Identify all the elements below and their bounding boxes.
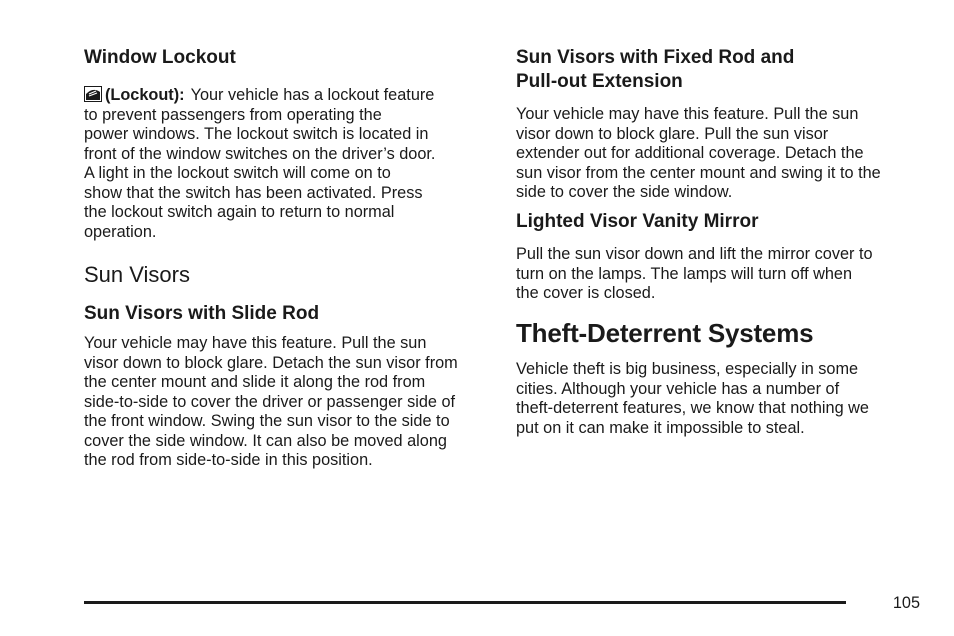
- paragraph-line: sun visor from the center mount and swing it to the: [516, 163, 881, 182]
- window-lockout-paragraph: [84, 86, 435, 242]
- slide-rod-heading: Sun Visors with Slide Rod: [84, 303, 320, 324]
- vanity-mirror-heading: Lighted Visor Vanity Mirror: [516, 211, 759, 232]
- paragraph-line: A light in the lockout switch will come on to: [84, 164, 391, 182]
- paragraph-line: power windows. The lockout switch is located in: [84, 125, 429, 143]
- paragraph-line: front of the window switches on the driver’s door.: [84, 144, 436, 163]
- paragraph-line: show that the switch has been activated. Press: [84, 183, 423, 202]
- paragraph-line: put on it can make it impossible to steal.: [516, 418, 805, 437]
- window-lockout-heading: Window Lockout: [84, 47, 236, 68]
- slide-rod-paragraph: [84, 334, 458, 471]
- lockout-switch-icon: [84, 86, 102, 102]
- paragraph-line: Your vehicle has a lockout feature: [190, 86, 435, 104]
- paragraph-line: the front window. Swing the sun visor to the side to: [84, 412, 450, 430]
- paragraph-line: Your vehicle may have this feature. Pull the sun: [516, 105, 859, 123]
- paragraph-line: the lockout switch again to return to normal: [84, 203, 395, 221]
- theft-deterrent-heading: Theft-Deterrent Systems: [516, 318, 814, 348]
- paragraph-line: operation.: [84, 222, 157, 241]
- fixed-rod-paragraph: [516, 105, 881, 203]
- paragraph-line: Vehicle theft is big business, especially in some: [516, 360, 859, 378]
- paragraph-line: the cover is closed.: [516, 284, 656, 302]
- lockout-term: (Lockout):: [105, 86, 185, 104]
- footer-rule: [84, 601, 846, 604]
- paragraph-line: theft-deterrent features, we know that nothing we: [516, 399, 869, 417]
- paragraph-line: turn on the lamps. The lamps will turn off when: [516, 264, 853, 283]
- theft-deterrent-paragraph: [516, 360, 869, 438]
- paragraph-line: side to cover the side window.: [516, 183, 733, 201]
- vanity-mirror-paragraph: [516, 245, 873, 304]
- paragraph-line: visor down to block glare. Detach the sun visor from: [84, 353, 458, 372]
- paragraph-line: Your vehicle may have this feature. Pull the sun: [84, 334, 427, 352]
- paragraph-line: extender out for additional coverage. Detach the: [516, 144, 864, 162]
- paragraph-line: the center mount and slide it along the rod from: [84, 373, 426, 391]
- paragraph-line: visor down to block glare. Pull the sun visor: [516, 124, 829, 143]
- sun-visors-heading: Sun Visors: [84, 262, 190, 287]
- paragraph-line: cities. Although your vehicle has a number of: [516, 379, 840, 398]
- paragraph-line: Pull the sun visor down and lift the mirror cover to: [516, 245, 873, 263]
- paragraph-line: the rod from side-to-side in this position.: [84, 451, 373, 469]
- fixed-rod-heading-line-2: Pull-out Extension: [516, 71, 683, 92]
- paragraph-line: to prevent passengers from operating the: [84, 105, 382, 124]
- paragraph-line: side-to-side to cover the driver or passenger side of: [84, 392, 456, 411]
- fixed-rod-heading-line-1: Sun Visors with Fixed Rod and: [516, 47, 795, 68]
- page-number: 105: [892, 594, 920, 612]
- paragraph-line: cover the side window. It can also be moved along: [84, 431, 447, 450]
